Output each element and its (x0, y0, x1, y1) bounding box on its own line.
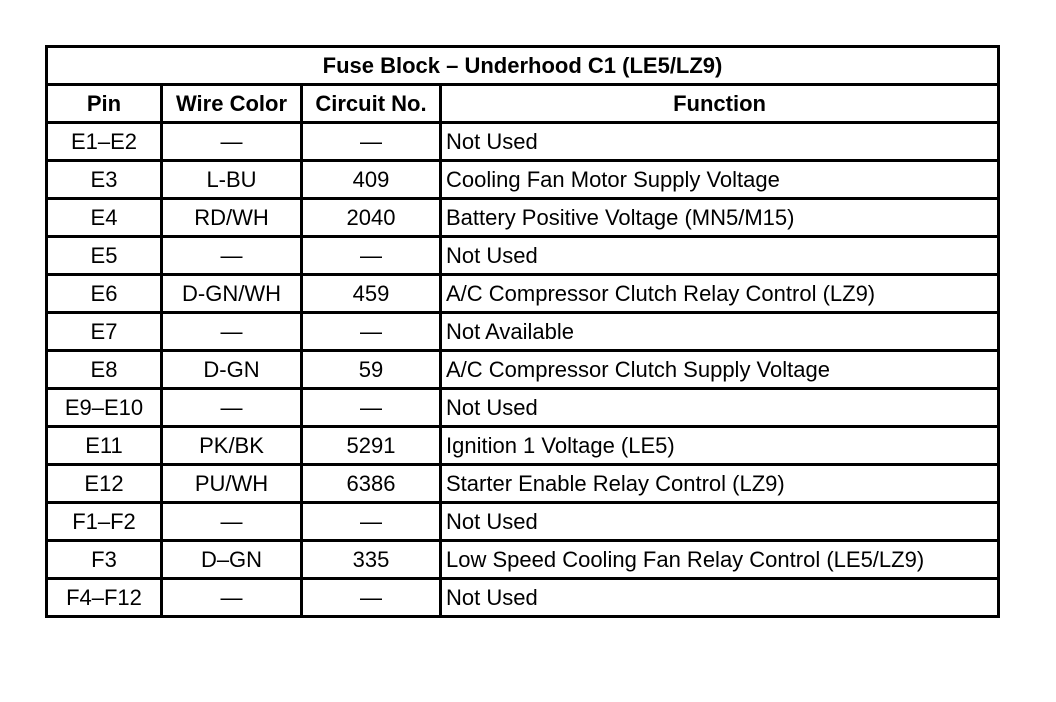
pin-cell: E8 (47, 351, 162, 389)
pin-cell: E4 (47, 199, 162, 237)
circuit-cell: — (302, 313, 441, 351)
function-cell: Ignition 1 Voltage (LE5) (441, 427, 999, 465)
circuit-cell: — (302, 123, 441, 161)
function-cell: Not Used (441, 237, 999, 275)
function-cell: Starter Enable Relay Control (LZ9) (441, 465, 999, 503)
pin-cell: E6 (47, 275, 162, 313)
circuit-cell: 335 (302, 541, 441, 579)
function-cell: Not Used (441, 123, 999, 161)
pin-cell: F3 (47, 541, 162, 579)
pin-cell: E5 (47, 237, 162, 275)
circuit-cell: 6386 (302, 465, 441, 503)
header-circuit-no: Circuit No. (302, 85, 441, 123)
pin-cell: E1–E2 (47, 123, 162, 161)
wire-color-cell: — (162, 579, 302, 617)
table-row (47, 161, 999, 199)
wire-color-cell: — (162, 389, 302, 427)
header-pin: Pin (47, 85, 162, 123)
pin-cell: E7 (47, 313, 162, 351)
circuit-cell: 2040 (302, 199, 441, 237)
pin-cell: E9–E10 (47, 389, 162, 427)
pin-cell: E3 (47, 161, 162, 199)
circuit-cell: 459 (302, 275, 441, 313)
function-cell: Not Used (441, 389, 999, 427)
pin-cell: E12 (47, 465, 162, 503)
table-row (47, 503, 999, 541)
table-row (47, 313, 999, 351)
table-row (47, 465, 999, 503)
circuit-cell: 409 (302, 161, 441, 199)
circuit-cell: — (302, 389, 441, 427)
wire-color-cell: — (162, 123, 302, 161)
pin-cell: E11 (47, 427, 162, 465)
table-row (47, 541, 999, 579)
function-cell: Not Used (441, 503, 999, 541)
pin-cell: F1–F2 (47, 503, 162, 541)
table-row (47, 237, 999, 275)
fuse-block-table (45, 45, 1000, 618)
wire-color-cell: D-GN/WH (162, 275, 302, 313)
wire-color-cell: PK/BK (162, 427, 302, 465)
title-row (47, 47, 999, 85)
table-row (47, 389, 999, 427)
circuit-cell: 59 (302, 351, 441, 389)
wire-color-cell: — (162, 313, 302, 351)
function-cell: Not Available (441, 313, 999, 351)
function-cell: Battery Positive Voltage (MN5/M15) (441, 199, 999, 237)
table-row (47, 579, 999, 617)
header-function: Function (441, 85, 999, 123)
wire-color-cell: — (162, 237, 302, 275)
pin-cell: F4–F12 (47, 579, 162, 617)
table-row (47, 199, 999, 237)
function-cell: A/C Compressor Clutch Supply Voltage (441, 351, 999, 389)
function-cell: Not Used (441, 579, 999, 617)
wire-color-cell: D-GN (162, 351, 302, 389)
wire-color-cell: D–GN (162, 541, 302, 579)
table-row (47, 275, 999, 313)
table-row (47, 351, 999, 389)
wire-color-cell: PU/WH (162, 465, 302, 503)
table-row (47, 427, 999, 465)
function-cell: A/C Compressor Clutch Relay Control (LZ9) (441, 275, 999, 313)
function-cell: Low Speed Cooling Fan Relay Control (LE5/LZ9) (441, 541, 999, 579)
header-row (47, 85, 999, 123)
function-cell: Cooling Fan Motor Supply Voltage (441, 161, 999, 199)
table-title: Fuse Block – Underhood C1 (LE5/LZ9) (47, 47, 999, 85)
header-wire-color: Wire Color (162, 85, 302, 123)
wire-color-cell: L-BU (162, 161, 302, 199)
circuit-cell: — (302, 237, 441, 275)
wire-color-cell: — (162, 503, 302, 541)
table-row (47, 123, 999, 161)
circuit-cell: — (302, 503, 441, 541)
circuit-cell: — (302, 579, 441, 617)
wire-color-cell: RD/WH (162, 199, 302, 237)
circuit-cell: 5291 (302, 427, 441, 465)
